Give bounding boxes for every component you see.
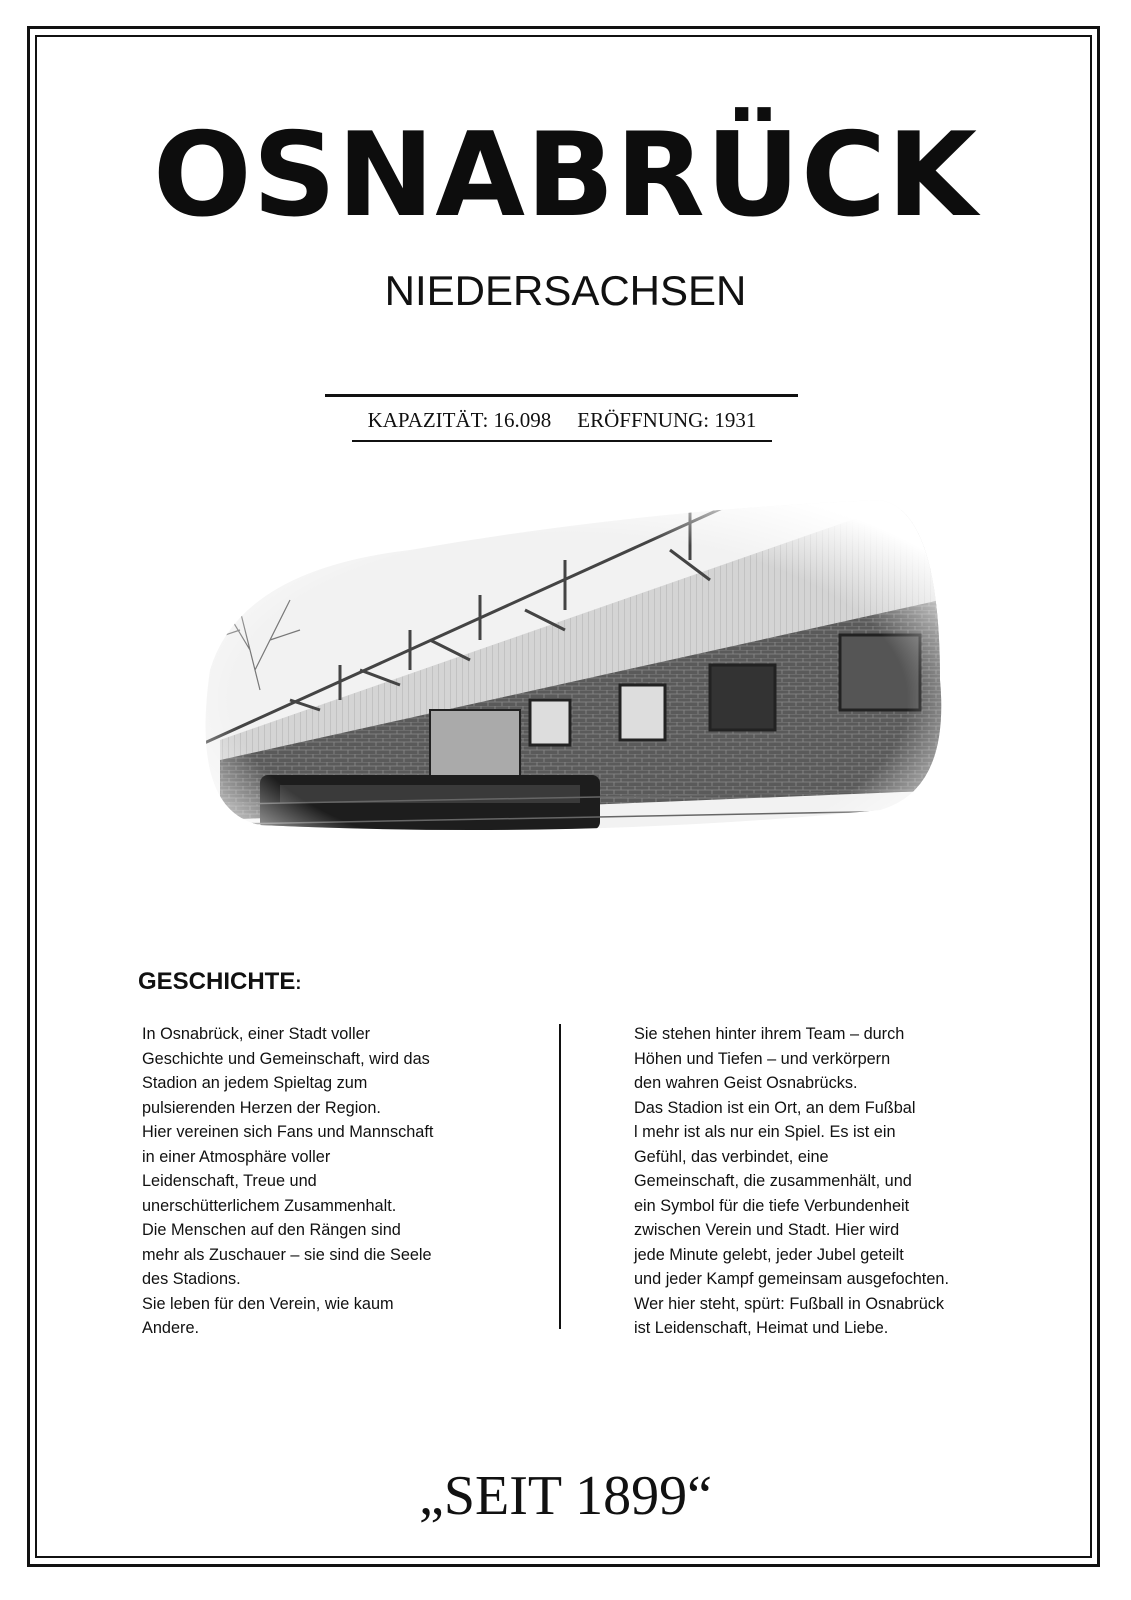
text-line: pulsierenden Herzen der Region.: [142, 1098, 381, 1117]
text-line: ein Symbol für die tiefe Verbundenheit: [634, 1196, 910, 1215]
text-line: Geschichte und Gemeinschaft, wird das: [142, 1049, 430, 1068]
text-line: Leidenschaft, Treue und: [142, 1172, 317, 1190]
stadium-info: [352, 408, 772, 433]
history-heading-colon: :: [295, 973, 302, 993]
capacity-text: KAPAZITÄT: 16.098: [367, 408, 552, 432]
info-rule-bottom: [352, 440, 772, 442]
text-line: Andere.: [142, 1319, 200, 1337]
text-line: Stadion an jedem Spieltag zum: [142, 1074, 368, 1092]
text-line: zwischen Verein und Stadt. Hier wird: [634, 1221, 900, 1239]
history-heading: [138, 968, 301, 996]
opening-text: ERÖFFNUNG: 1931: [577, 408, 757, 432]
stadium-photo: [180, 490, 960, 870]
motto: „SEIT 1899“: [419, 1465, 712, 1527]
text-line: Die Menschen auf den Rängen sind: [142, 1221, 401, 1239]
text-line: In Osnabrück, einer Stadt voller: [142, 1025, 371, 1043]
text-line: Wer hier steht, spürt: Fußball in Osnabrück: [634, 1294, 945, 1313]
state-subtitle: NIEDERSACHSEN: [384, 267, 747, 314]
text-line: Gefühl, das verbindet, eine: [634, 1147, 829, 1166]
text-line: in einer Atmosphäre voller: [142, 1147, 331, 1166]
text-line: Hier vereinen sich Fans und Mannschaft: [142, 1123, 434, 1141]
text-line: unerschütterlichem Zusammenhalt.: [142, 1196, 397, 1215]
history-column-left: [142, 1022, 522, 1341]
text-line: jede Minute gelebt, jeder Jubel geteilt: [634, 1245, 904, 1264]
text-line: Sie leben für den Verein, wie kaum: [142, 1294, 394, 1313]
text-line: Das Stadion ist ein Ort, an dem Fußbal: [634, 1098, 916, 1117]
text-line: Sie stehen hinter ihrem Team – durch: [634, 1025, 905, 1043]
text-line: l mehr ist als nur ein Spiel. Es ist ein: [634, 1123, 896, 1141]
text-line: Gemeinschaft, die zusammenhält, und: [634, 1172, 912, 1190]
text-line: den wahren Geist Osnabrücks.: [634, 1074, 858, 1092]
text-line: des Stadions.: [142, 1270, 241, 1288]
history-column-right: [634, 1022, 1034, 1341]
text-line: Höhen und Tiefen – und verkörpern: [634, 1049, 891, 1068]
info-rule-top: [325, 394, 798, 397]
history-heading-text: GESCHICHTE: [138, 968, 296, 995]
text-line: und jeder Kampf gemeinsam ausgefochten.: [634, 1270, 949, 1288]
text-line: mehr als Zuschauer – sie sind die Seele: [142, 1245, 432, 1264]
text-line: ist Leidenschaft, Heimat und Liebe.: [634, 1319, 889, 1337]
city-title: OSNABRÜCK: [153, 108, 978, 243]
column-divider: [559, 1024, 561, 1329]
